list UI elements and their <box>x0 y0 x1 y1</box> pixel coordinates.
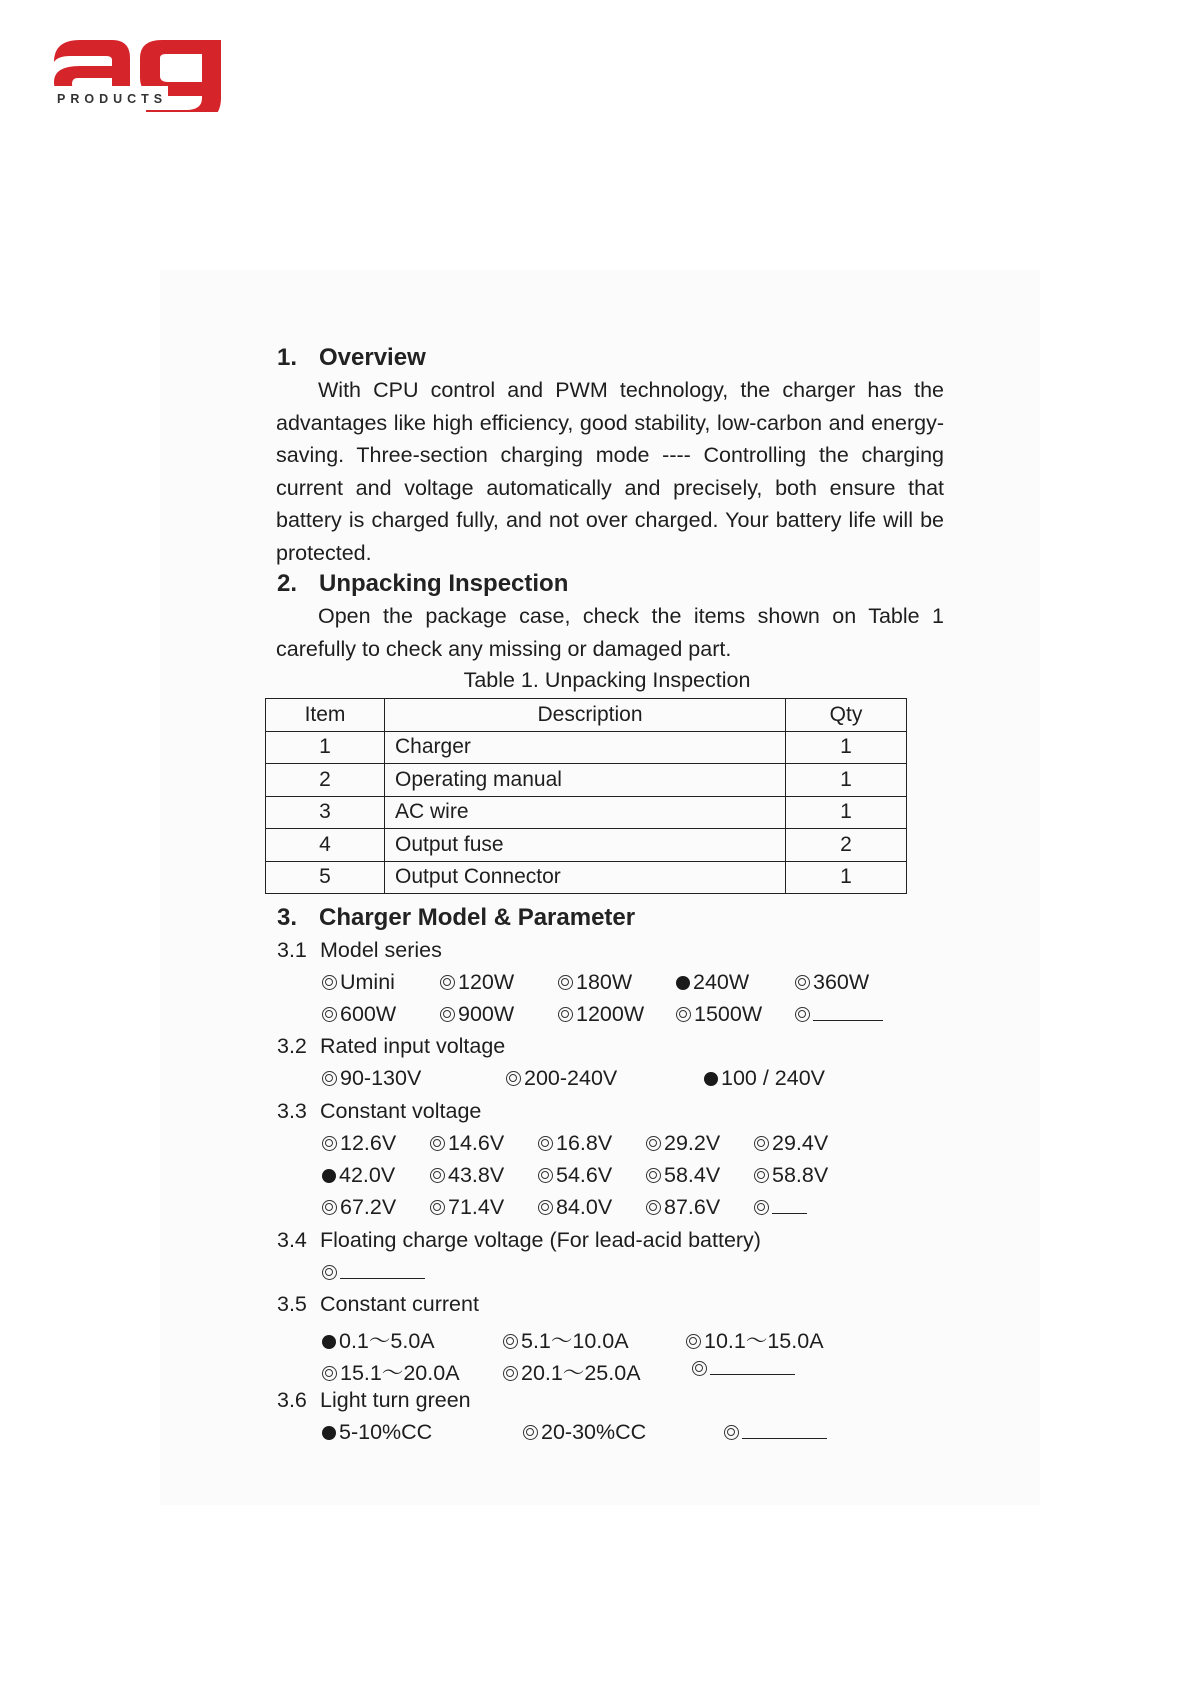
option-100-240v[interactable]: 100 / 240V <box>704 1066 825 1091</box>
radio-unselected-icon <box>430 1200 445 1215</box>
logo-wordmark: PRODUCTS <box>57 92 168 106</box>
option-90-130v[interactable]: 90-130V <box>322 1066 421 1091</box>
radio-unselected-icon <box>430 1136 445 1151</box>
radio-unselected-icon <box>322 1007 337 1022</box>
subsection-light-turn-green: 3.6 Light turn green <box>277 1388 471 1412</box>
option-42-0v[interactable]: 42.0V <box>322 1163 395 1188</box>
table-row: 2 Operating manual 1 <box>266 764 907 797</box>
radio-unselected-icon <box>538 1200 553 1215</box>
radio-unselected-icon <box>503 1366 518 1381</box>
option-umini[interactable]: Umini <box>322 970 395 995</box>
radio-unselected-icon <box>692 1361 707 1376</box>
radio-selected-icon <box>676 976 690 990</box>
radio-unselected-icon <box>430 1168 445 1183</box>
radio-selected-icon <box>704 1072 718 1086</box>
unpacking-paragraph: Open the package case, check the items shown on Table 1 carefully to check any missing or damaged part. <box>276 604 944 661</box>
option-600w[interactable]: 600W <box>322 1002 396 1027</box>
radio-unselected-icon <box>646 1136 661 1151</box>
radio-unselected-icon <box>322 1071 337 1086</box>
radio-unselected-icon <box>724 1425 739 1440</box>
table-row: 3 AC wire 1 <box>266 796 907 829</box>
option-58-8v[interactable]: 58.8V <box>754 1163 828 1188</box>
option-87-6v[interactable]: 87.6V <box>646 1195 720 1220</box>
parameter-title: Charger Model & Parameter <box>319 904 636 931</box>
option-voltage-other[interactable] <box>754 1195 807 1220</box>
option-71-4v[interactable]: 71.4V <box>430 1195 504 1220</box>
radio-unselected-icon <box>538 1136 553 1151</box>
radio-unselected-icon <box>754 1136 769 1151</box>
option-29-4v[interactable]: 29.4V <box>754 1131 828 1156</box>
option-10-1-15-0a[interactable]: 10.1～15.0A <box>686 1324 824 1355</box>
radio-unselected-icon <box>676 1007 691 1022</box>
option-light-other[interactable] <box>724 1420 827 1445</box>
overview-title: Overview <box>319 344 426 371</box>
option-5-1-10-0a[interactable]: 5.1～10.0A <box>503 1324 629 1355</box>
option-floating-other[interactable] <box>322 1260 425 1285</box>
table-row: 1 Charger 1 <box>266 731 907 764</box>
radio-unselected-icon <box>440 975 455 990</box>
radio-unselected-icon <box>558 1007 573 1022</box>
option-84-0v[interactable]: 84.0V <box>538 1195 612 1220</box>
option-58-4v[interactable]: 58.4V <box>646 1163 720 1188</box>
header-item: Item <box>266 699 385 732</box>
subsection-floating-charge-voltage: 3.4 Floating charge voltage (For lead-acid battery) <box>277 1228 761 1252</box>
radio-unselected-icon <box>646 1200 661 1215</box>
radio-unselected-icon <box>686 1334 701 1349</box>
light-other-blank[interactable] <box>742 1420 827 1439</box>
radio-unselected-icon <box>322 1265 337 1280</box>
overview-paragraph: With CPU control and PWM technology, the charger has the advantages like high efficiency, good stability, low-carbon and energy-saving. Three-section charging mode ---- Controlling the charging current and voltage automatically and precisely, both ensure that battery is charged fully, and not over charged. Your battery life will be protected. <box>276 378 944 565</box>
option-0-1-5-0a[interactable]: 0.1～5.0A <box>322 1324 435 1355</box>
radio-selected-icon <box>322 1426 336 1440</box>
option-current-other[interactable] <box>692 1356 795 1381</box>
unpacking-title: Unpacking Inspection <box>319 570 569 597</box>
subsection-constant-current: 3.5 Constant current <box>277 1292 479 1316</box>
header-qty: Qty <box>786 699 907 732</box>
option-360w[interactable]: 360W <box>795 970 869 995</box>
radio-selected-icon <box>322 1335 336 1349</box>
radio-unselected-icon <box>322 1136 337 1151</box>
voltage-other-blank[interactable] <box>772 1195 807 1214</box>
option-180w[interactable]: 180W <box>558 970 632 995</box>
section-overview-heading: 1. Overview <box>277 344 426 371</box>
radio-unselected-icon <box>523 1425 538 1440</box>
option-67-2v[interactable]: 67.2V <box>322 1195 396 1220</box>
radio-selected-icon <box>322 1169 336 1183</box>
subsection-model-series: 3.1 Model series <box>277 938 442 962</box>
option-model-other[interactable] <box>795 1002 883 1027</box>
table-row: 4 Output fuse 2 <box>266 829 907 862</box>
option-43-8v[interactable]: 43.8V <box>430 1163 504 1188</box>
subsection-rated-input-voltage: 3.2 Rated input voltage <box>277 1034 506 1058</box>
option-20-1-25-0a[interactable]: 20.1～25.0A <box>503 1356 641 1387</box>
option-200-240v[interactable]: 200-240V <box>506 1066 617 1091</box>
radio-unselected-icon <box>754 1168 769 1183</box>
option-15-1-20-0a[interactable]: 15.1～20.0A <box>322 1356 460 1387</box>
radio-unselected-icon <box>506 1071 521 1086</box>
floating-voltage-blank[interactable] <box>340 1260 425 1279</box>
section-parameter-heading: 3. Charger Model & Parameter <box>277 904 636 931</box>
option-1500w[interactable]: 1500W <box>676 1002 762 1027</box>
unpacking-table <box>265 698 907 894</box>
option-14-6v[interactable]: 14.6V <box>430 1131 504 1156</box>
option-5-10-cc[interactable]: 5-10%CC <box>322 1420 432 1445</box>
option-20-30-cc[interactable]: 20-30%CC <box>523 1420 646 1445</box>
option-12-6v[interactable]: 12.6V <box>322 1131 396 1156</box>
radio-unselected-icon <box>646 1168 661 1183</box>
option-240w[interactable]: 240W <box>676 970 749 995</box>
radio-unselected-icon <box>538 1168 553 1183</box>
radio-unselected-icon <box>795 1007 810 1022</box>
radio-unselected-icon <box>322 1200 337 1215</box>
current-other-blank[interactable] <box>710 1356 795 1375</box>
radio-unselected-icon <box>322 975 337 990</box>
option-1200w[interactable]: 1200W <box>558 1002 644 1027</box>
radio-unselected-icon <box>440 1007 455 1022</box>
table-caption: Table 1. Unpacking Inspection <box>463 668 751 692</box>
radio-unselected-icon <box>754 1200 769 1215</box>
section-unpacking-heading: 2. Unpacking Inspection <box>277 570 569 597</box>
option-54-6v[interactable]: 54.6V <box>538 1163 612 1188</box>
table-row: 5 Output Connector 1 <box>266 861 907 894</box>
table-header-row <box>266 699 907 732</box>
option-29-2v[interactable]: 29.2V <box>646 1131 720 1156</box>
model-other-blank[interactable] <box>813 1002 883 1021</box>
option-16-8v[interactable]: 16.8V <box>538 1131 612 1156</box>
subsection-constant-voltage: 3.3 Constant voltage <box>277 1099 482 1123</box>
radio-unselected-icon <box>795 975 810 990</box>
header-description: Description <box>385 699 786 732</box>
radio-unselected-icon <box>558 975 573 990</box>
option-900w[interactable]: 900W <box>440 1002 514 1027</box>
option-120w[interactable]: 120W <box>440 970 514 995</box>
radio-unselected-icon <box>322 1366 337 1381</box>
radio-unselected-icon <box>503 1334 518 1349</box>
